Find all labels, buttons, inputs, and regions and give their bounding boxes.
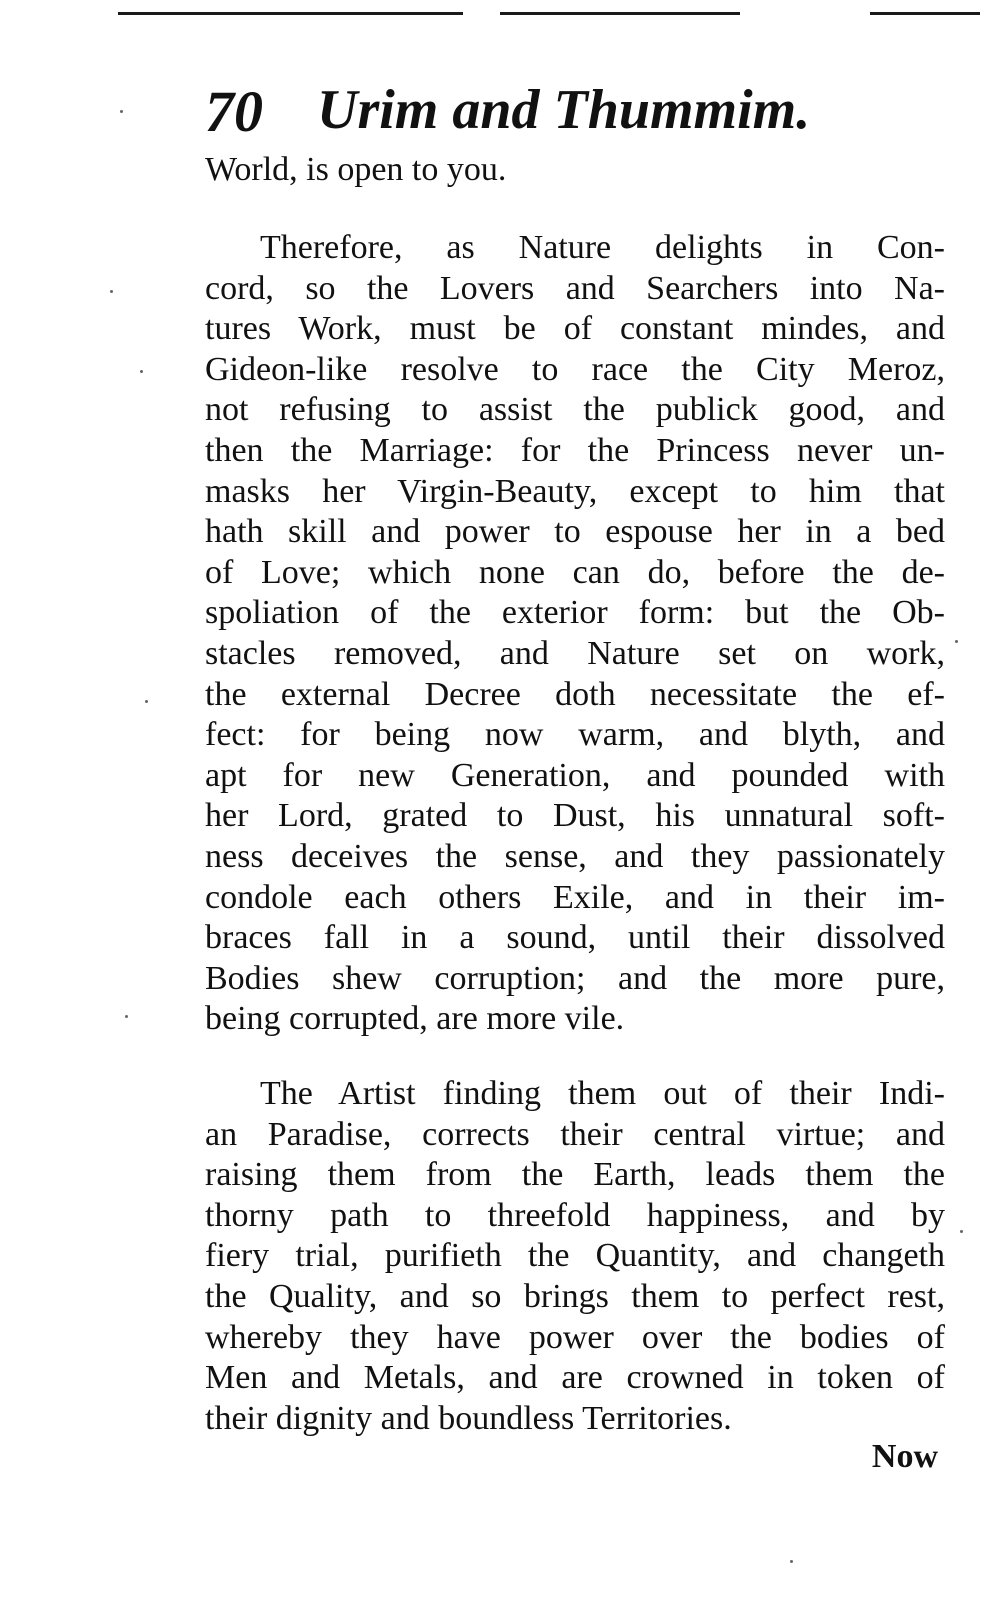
text-line: her Lord, grated to Dust, his unnatural soft- [205, 797, 945, 835]
text-line: The Artist finding them out of their Indi- [260, 1075, 945, 1112]
text-line: Gideon-like resolve to race the City Meroz, [205, 350, 945, 388]
text-line: the Quality, and so brings them to perfect rest, [205, 1277, 945, 1315]
text-line: the external Decree doth necessitate the ef- [205, 675, 945, 713]
catchword: Now [871, 1438, 938, 1475]
ink-speck [140, 370, 143, 373]
text-line: not refusing to assist the publick good, and [205, 391, 945, 429]
text-line: hath skill and power to espouse her in a bed [205, 513, 945, 551]
ink-speck [120, 110, 123, 113]
ink-speck [960, 1230, 963, 1233]
text-line: Bodies shew corruption; and the more pure, [205, 959, 945, 997]
ink-speck [145, 700, 148, 703]
text-line: fect: for being now warm, and blyth, and [205, 716, 945, 754]
text-line: thorny path to threefold happiness, and by [205, 1196, 945, 1234]
text-line: braces fall in a sound, until their dissolved [205, 919, 945, 957]
page-header [205, 78, 845, 150]
top-rule-left [118, 12, 463, 15]
text-line: raising them from the Earth, leads them the [205, 1156, 945, 1194]
running-title: Urim and Thummim. [317, 79, 811, 141]
ink-speck [110, 290, 113, 293]
text-line: then the Marriage: for the Princess never un- [205, 431, 945, 469]
text-line: an Paradise, corrects their central virtue; and [205, 1115, 945, 1153]
text-line: World, is open to you. [205, 151, 507, 188]
text-line: spoliation of the exterior form: but the Ob- [205, 594, 945, 632]
text-line: fiery trial, purifieth the Quantity, and changeth [205, 1237, 945, 1275]
text-line: masks her Virgin-Beauty, except to him that [205, 472, 945, 510]
ink-speck [125, 1015, 128, 1018]
top-rule-middle [500, 12, 740, 15]
text-line: stacles removed, and Nature set on work, [205, 634, 945, 672]
text-line: apt for new Generation, and pounded with [205, 756, 945, 794]
text-line: tures Work, must be of constant mindes, and [205, 310, 945, 348]
text-line: whereby they have power over the bodies of [205, 1318, 945, 1356]
text-line: Therefore, as Nature delights in Con- [260, 229, 945, 266]
text-line: their dignity and boundless Territories. [205, 1399, 732, 1437]
ink-speck [955, 640, 958, 643]
text-line: ness deceives the sense, and they passionately [205, 837, 945, 875]
text-line: of Love; which none can do, before the de- [205, 553, 945, 591]
page-number: 70 [205, 79, 263, 144]
paragraph-1 [205, 228, 945, 1040]
paragraph-2 [205, 1074, 945, 1439]
text-line: condole each others Exile, and in their im- [205, 878, 945, 916]
ink-speck [790, 1560, 793, 1563]
text-line: cord, so the Lovers and Searchers into Na- [205, 269, 945, 307]
continuation-text [205, 150, 945, 191]
text-line: Men and Metals, and are crowned in token of [205, 1359, 945, 1397]
text-line: being corrupted, are more vile. [205, 1000, 625, 1038]
top-rule-right [870, 12, 980, 15]
